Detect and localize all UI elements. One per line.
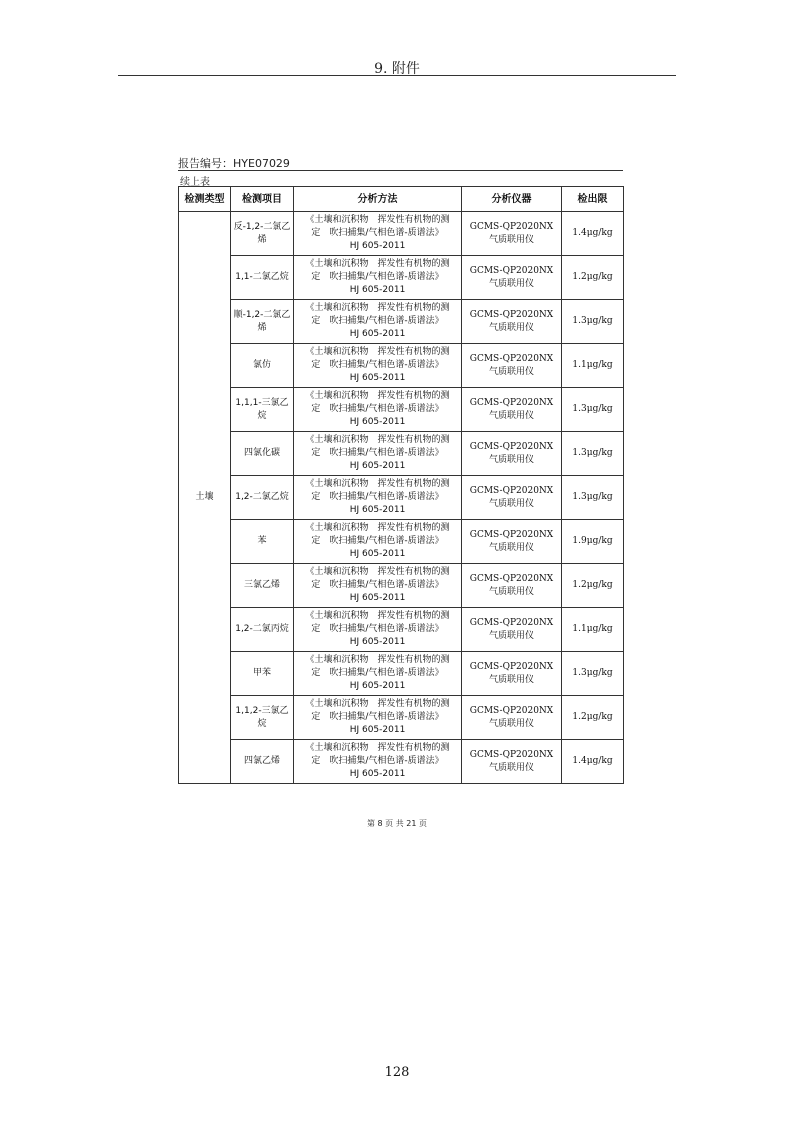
method-line: 《土壤和沉积物 挥发性有机物的测 [305,479,450,489]
column-header-instrument: 分析仪器 [462,187,562,212]
limit-cell: 1.2μg/kg [562,696,624,740]
item-cell: 氯仿 [231,344,294,388]
method-cell [294,652,462,696]
instrument-cell [462,300,562,344]
instrument-line: GCMS-QP2020NX [469,221,554,232]
method-cell [294,608,462,652]
method-cell [294,476,462,520]
table-row [179,520,624,564]
instrument-line: GCMS-QP2020NX [469,529,554,540]
item-cell: 四氯化碳 [231,432,294,476]
column-header-type: 检测类型 [179,187,231,212]
method-line: HJ 605-2011 [349,549,406,559]
category-cell: 土壤 [179,212,231,784]
instrument-cell [462,212,562,256]
method-cell [294,344,462,388]
method-line: HJ 605-2011 [349,329,406,339]
method-line: 定 吹扫捕集/气相色谱-质谱法》 [311,228,444,238]
method-line: 《土壤和沉积物 挥发性有机物的测 [305,435,450,445]
table-row [179,432,624,476]
method-line: 《土壤和沉积物 挥发性有机物的测 [305,699,450,709]
method-line: 定 吹扫捕集/气相色谱-质谱法》 [311,492,444,502]
method-line: 《土壤和沉积物 挥发性有机物的测 [305,567,450,577]
table-row [179,476,624,520]
table-row [179,256,624,300]
item-cell: 1,2-二氯乙烷 [231,476,294,520]
instrument-cell [462,652,562,696]
method-line: 定 吹扫捕集/气相色谱-质谱法》 [311,448,444,458]
method-line: HJ 605-2011 [349,681,406,691]
table-row [179,608,624,652]
instrument-line: GCMS-QP2020NX [469,353,554,364]
item-cell: 1,1,1-三氯乙烷 [231,388,294,432]
page-header: 9. 附件 [374,61,420,77]
instrument-line: 气质联用仪 [488,718,534,729]
instrument-cell [462,740,562,784]
instrument-line: 气质联用仪 [488,454,534,465]
instrument-cell [462,432,562,476]
method-line: 定 吹扫捕集/气相色谱-质谱法》 [311,272,444,282]
limit-cell: 1.4μg/kg [562,212,624,256]
limit-cell: 1.3μg/kg [562,300,624,344]
instrument-line: 气质联用仪 [488,674,534,685]
method-line: 定 吹扫捕集/气相色谱-质谱法》 [311,316,444,326]
limit-cell: 1.3μg/kg [562,388,624,432]
instrument-line: GCMS-QP2020NX [469,749,554,760]
method-line: 定 吹扫捕集/气相色谱-质谱法》 [311,712,444,722]
instrument-cell [462,256,562,300]
method-line: 定 吹扫捕集/气相色谱-质谱法》 [311,536,444,546]
limit-cell: 1.1μg/kg [562,344,624,388]
instrument-line: GCMS-QP2020NX [469,705,554,716]
method-line: 定 吹扫捕集/气相色谱-质谱法》 [311,756,444,766]
table-row [179,564,624,608]
instrument-cell [462,696,562,740]
table-row [179,212,624,256]
table-body [179,212,624,784]
method-line: HJ 605-2011 [349,769,406,779]
item-cell: 1,1,2-三氯乙烷 [231,696,294,740]
instrument-cell [462,388,562,432]
method-line: HJ 605-2011 [349,417,406,427]
item-cell: 三氯乙烯 [231,564,294,608]
method-line: 《土壤和沉积物 挥发性有机物的测 [305,347,450,357]
method-line: 定 吹扫捕集/气相色谱-质谱法》 [311,580,444,590]
continued-label: 续上表 [180,177,210,188]
method-line: 定 吹扫捕集/气相色谱-质谱法》 [311,360,444,370]
item-cell: 苯 [231,520,294,564]
report-divider [178,170,623,171]
method-line: HJ 605-2011 [349,637,406,647]
instrument-cell [462,520,562,564]
method-cell [294,212,462,256]
instrument-line: GCMS-QP2020NX [469,441,554,452]
item-cell: 反-1,2-二氯乙烯 [231,212,294,256]
method-cell [294,388,462,432]
limit-cell: 1.2μg/kg [562,564,624,608]
method-line: HJ 605-2011 [349,725,406,735]
page-number: 128 [384,1065,410,1080]
method-line: 《土壤和沉积物 挥发性有机物的测 [305,611,450,621]
item-cell: 四氯乙烯 [231,740,294,784]
method-line: 定 吹扫捕集/气相色谱-质谱法》 [311,668,444,678]
table-row [179,344,624,388]
method-line: 《土壤和沉积物 挥发性有机物的测 [305,303,450,313]
method-line: HJ 605-2011 [349,505,406,515]
limit-cell: 1.1μg/kg [562,608,624,652]
table-row [179,696,624,740]
item-cell: 1,1-二氯乙烷 [231,256,294,300]
instrument-line: GCMS-QP2020NX [469,661,554,672]
method-line: HJ 605-2011 [349,593,406,603]
method-line: 《土壤和沉积物 挥发性有机物的测 [305,215,450,225]
method-line: 《土壤和沉积物 挥发性有机物的测 [305,743,450,753]
instrument-line: 气质联用仪 [488,234,534,245]
method-cell [294,256,462,300]
instrument-line: 气质联用仪 [488,278,534,289]
instrument-line: 气质联用仪 [488,322,534,333]
method-line: 定 吹扫捕集/气相色谱-质谱法》 [311,624,444,634]
instrument-line: GCMS-QP2020NX [469,573,554,584]
instrument-line: GCMS-QP2020NX [469,397,554,408]
limit-cell: 1.3μg/kg [562,476,624,520]
instrument-line: GCMS-QP2020NX [469,485,554,496]
table-header-row [179,187,624,212]
method-line: 《土壤和沉积物 挥发性有机物的测 [305,259,450,269]
method-line: HJ 605-2011 [349,461,406,471]
table-row [179,388,624,432]
method-cell [294,696,462,740]
instrument-line: GCMS-QP2020NX [469,309,554,320]
detection-table [178,186,624,784]
page-count: 第 8 页 共 21 页 [367,819,427,828]
instrument-line: 气质联用仪 [488,762,534,773]
limit-cell: 1.9μg/kg [562,520,624,564]
column-header-method: 分析方法 [294,187,462,212]
instrument-cell [462,344,562,388]
limit-cell: 1.4μg/kg [562,740,624,784]
method-cell [294,432,462,476]
table-row [179,740,624,784]
report-number: 报告编号：HYE07029 [178,157,290,170]
instrument-line: 气质联用仪 [488,410,534,421]
header-divider [118,75,676,76]
method-cell [294,564,462,608]
column-header-limit: 检出限 [562,187,624,212]
method-line: HJ 605-2011 [349,241,406,251]
instrument-cell [462,564,562,608]
instrument-line: 气质联用仪 [488,586,534,597]
limit-cell: 1.2μg/kg [562,256,624,300]
limit-cell: 1.3μg/kg [562,432,624,476]
column-header-item: 检测项目 [231,187,294,212]
method-line: 《土壤和沉积物 挥发性有机物的测 [305,391,450,401]
item-cell: 甲苯 [231,652,294,696]
method-line: HJ 605-2011 [349,373,406,383]
instrument-line: 气质联用仪 [488,542,534,553]
method-line: 定 吹扫捕集/气相色谱-质谱法》 [311,404,444,414]
instrument-line: GCMS-QP2020NX [469,617,554,628]
method-cell [294,740,462,784]
instrument-line: 气质联用仪 [488,366,534,377]
table-row [179,652,624,696]
method-cell [294,520,462,564]
instrument-cell [462,608,562,652]
item-cell: 顺-1,2-二氯乙烯 [231,300,294,344]
method-cell [294,300,462,344]
method-line: 《土壤和沉积物 挥发性有机物的测 [305,523,450,533]
instrument-line: 气质联用仪 [488,630,534,641]
instrument-cell [462,476,562,520]
instrument-line: GCMS-QP2020NX [469,265,554,276]
limit-cell: 1.3μg/kg [562,652,624,696]
item-cell: 1,2-二氯丙烷 [231,608,294,652]
method-line: 《土壤和沉积物 挥发性有机物的测 [305,655,450,665]
method-line: HJ 605-2011 [349,285,406,295]
table-row [179,300,624,344]
instrument-line: 气质联用仪 [488,498,534,509]
